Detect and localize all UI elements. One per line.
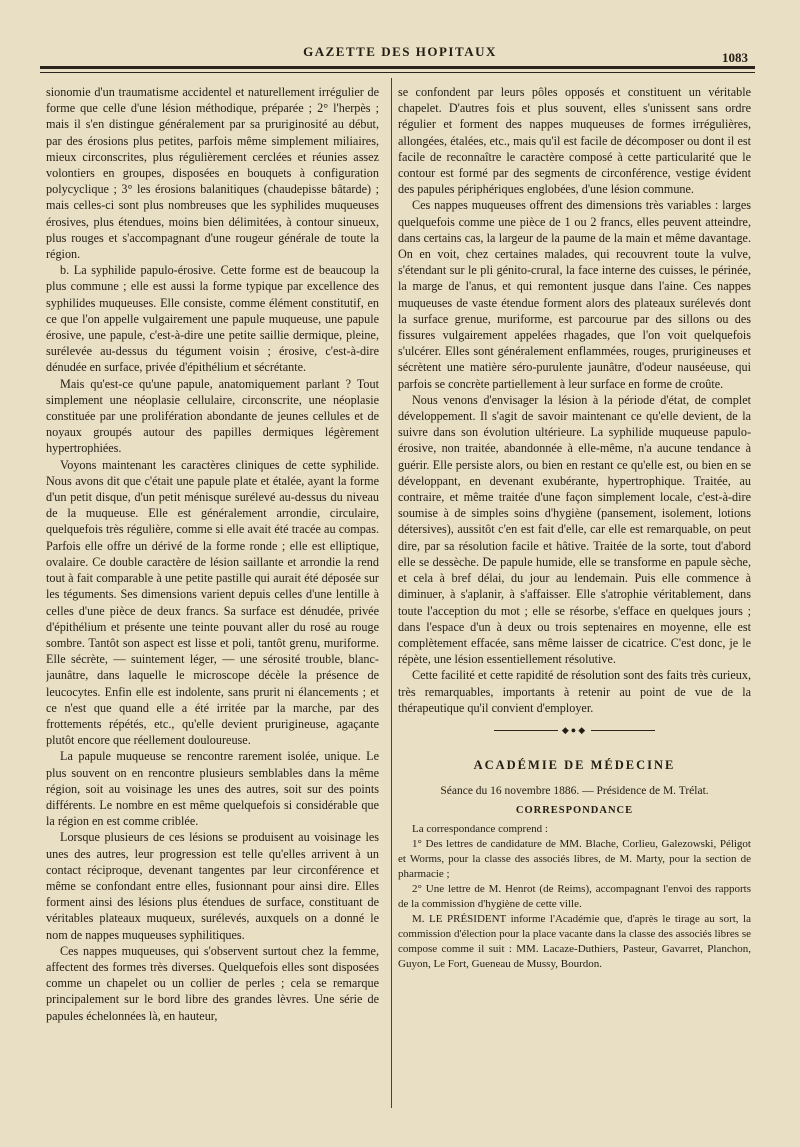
page-number: 1083 (722, 50, 748, 65)
paragraph: se confondent par leurs pôles opposés et constituent un véritable chapelet. D'autres fois et plus souvent, elles s'unissent sans ordre régulier et forment des nappes muqueuses de formes irrégulières, allongées, étalées, etc., mais qu'il est facile de décomposer ou dont il est facile de reconnaître le caractère composé à cette particularité que le contour est formé par des segments de circonférence, vestige évident des papules périphériques englobées, d'une lésion commune. (398, 85, 751, 197)
separator-ornament-icon: ◆●◆ (561, 725, 588, 736)
header-rule-thick (40, 66, 755, 69)
paragraph: Cette facilité et cette rapidité de résolution sont des faits très curieux, très remarquables, importants à retenir au point de vue de la thérapeutique qu'il convient d'employer. (398, 668, 751, 715)
right-column (398, 84, 751, 1124)
paragraph: sionomie d'un traumatisme accidentel et naturellement irrégulier de forme que celle d'une lésion méthodique, préparée ; 2° l'herpès ; mais il s'en distingue généralement par sa pruriginosité au début, par des érosions plus petites, parfois même simplement miliaires, mieux circonscrites, plus régulièrement cerclées et réunies assez volontiers en groupes, disposées en bouquets à configuration polycyclique ; 3° les érosions balanitiques (chaudepisse bâtarde) ; mais celles-ci sont plus nombreuses que les syphilides muqueuses érosives, plus étendues, moins bien délimitées, à contour sinueux, plus rouges et s'accompagnant d'une rougeur générale de toute la région. (46, 85, 379, 262)
paragraph: La correspondance comprend : (412, 822, 548, 835)
paragraph: Mais qu'est-ce qu'une papule, anatomiquement parlant ? Tout simplement une néoplasie cellulaire, circonscrite, une néoplasie constituée par une prolifération abondante de jeunes cellules et de noyaux groupés autour des papilles dermiques légèrement hypertrophiées. (46, 376, 379, 456)
paragraph: Lorsque plusieurs de ces lésions se produisent au voisinage les unes des autres, leur progression est telle qu'elles arrivent à un contact réciproque, devenant tangentes par leur circonférence et même se confondant entre elles, fusionnant pour ainsi dire. Elles forment ainsi des lésions plus étendues de surface, constituant de véritables plateaux muqueux, surélevés, auxquels on a donné le nom de nappes muqueuses syphilitiques. (46, 830, 379, 942)
subsection-heading: CORRESPONDANCE (515, 804, 634, 816)
journal-title: GAZETTE DES HOPITAUX (303, 44, 497, 59)
separator-line (494, 730, 558, 731)
left-column (46, 84, 379, 1124)
paragraph: b. La syphilide papulo-érosive. Cette forme est de beaucoup la plus commune ; elle est aussi la forme typique par excellence des syphilides muqueuses. Elle consiste, comme élément constitutif, en ce que l'on appelle vulgairement une papule muqueuse, une papule érosive, une papule, c'est-à-dire une petite saillie dermique, pleine, surélevée au-dessus du tégument voisin ; érosive, c'est-à-dire dénudée en surface, privée d'épithélium et sécrétante. (46, 263, 379, 375)
paragraph: 1° Des lettres de candidature de MM. Blache, Corlieu, Galezowski, Péligot et Worms, pour la classe des associés libres, de M. Marty, pour la section de pharmacie ; (398, 837, 751, 880)
section-title: ACADÉMIE DE MÉDECINE (473, 757, 676, 772)
paragraph: Ces nappes muqueuses offrent des dimensions très variables : larges quelquefois comme une pièce de 1 ou 2 francs, elles peuvent atteindre, dans certains cas, la largeur de la paume de la main et même davantage. On en voit, chez certaines malades, qui recouvrent toute la vulve, s'étendant sur le pli génito-crural, la face interne des cuisses, le périnée, la marge de l'anus, et qui remontent jusque dans l'aine. Ces nappes muqueuses de vaste étendue forment alors des plateaux surélevés dont la surface grenue, muriforme, est parcourue par des sillons ou des fissures vulgairement appelées rhagades, que l'on voit quelquefois s'ulcérer. Elles sont généralement enflammées, rouges, prurigineuses et sécrètent une matière séro-purulente jaunâtre, d'odeur nauséeuse, qui parfois se concrète partiellement à leur surface en forme de croûte. (398, 198, 751, 391)
paragraph: M. LE PRÉSIDENT informe l'Académie que, d'après le tirage au sort, la commission d'élection pour la place vacante dans la classe des associés libres se compose comme il suit : MM. Lacaze-Duthiers, Pasteur, Gavarret, Planchon, Guyon, Le Fort, Gueneau de Mussy, Bourdon. (398, 912, 751, 970)
paragraph: 2° Une lettre de M. Henrot (de Reims), accompagnant l'envoi des rapports de la commission d'hygiène de cette ville. (398, 882, 751, 910)
session-line: Séance du 16 novembre 1886. — Présidence de M. Trélat. (440, 784, 709, 797)
paragraph: Voyons maintenant les caractères cliniques de cette syphilide. Nous avons dit que c'était une papule plate et étalée, ayant la forme d'un petit disque, d'un petit ménisque surélevé au-dessus du niveau de la muqueuse. Elle est généralement arrondie, circulaire, quelquefois très régulière, comme si elle avait été tracée au compas. Parfois elle offre un dérivé de la forme ronde ; elle est elliptique, ovalaire. Ce double caractère de lésion saillante et arrondie la rend tout à fait comparable à une petite pastille qui aurait été déposée sur les téguments. Ses dimensions varient depuis celles d'une lentille à celles d'une pièce de deux francs. Sa surface est dénudée, privée d'épithélium et présente une teinte pouvant aller du rosé au rouge sombre. Tantôt son aspect est lisse et poli, tantôt grenu, muriforme. Elle sécrète, — suintement léger, — une sérosité trouble, blanc-jaunâtre, dans laquelle le microscope décèle la présence de leucocytes. Enfin elle est indolente, sans prurit ni élancements ; et ce n'est que quand elle a été irritée par la marche, par des frottements répétés, etc., qu'elle devient prurigineuse, agaçante plutôt encore que réellement douloureuse. (46, 457, 379, 748)
paragraph: La papule muqueuse se rencontre rarement isolée, unique. Le plus souvent on en rencontre plusieurs semblables dans la même région, soit au voisinage les unes des autres, soit sur des points différents. Le nombre en est même quelquefois si considérable que la région en est comme criblée. (46, 749, 379, 829)
paragraph: Ces nappes muqueuses, qui s'observent surtout chez la femme, affectent des formes très diverses. Quelquefois elles sont disposées comme un chapelet ou un collier de perles ; cela se remarque principalement sur le bord libre des grandes lèvres. Une série de papules échelonnées là, en hauteur, (46, 943, 379, 1023)
section-separator (398, 726, 751, 736)
paragraph: Nous venons d'envisager la lésion à la période d'état, de complet développement. Il s'agit de savoir maintenant ce qu'elle devient, de la suivre dans son évolution ultérieure. La syphilide muqueuse papulo-érosive, non traitée, abandonnée à elle-même, n'a aucune tendance à guérir. Elle persiste alors, ou bien en restant ce qu'elle est, ou bien en se développant, en devenant exubérante, hypertrophique. Traitée, au contraire, et même traitée d'une façon simplement locale, c'est-à-dire soumise à de simples soins d'hygiène (pansement, isolement, lotions détersives), aussitôt c'en est fait d'elle, car elle est remarquable, on peut dire, par sa résolution facile et hâtive. Traitée de la sorte, tout d'abord elle se dessèche. De papule humide, elle se transforme en papule sèche, et cela à bref délai, du jour au lendemain. Puis elle commence à diminuer, à s'aplanir, à s'affaisser. Elle s'atrophie véritablement, dans toute l'acception du mot ; elle se résorbe, s'efface en quelques jours ; dans l'espace d'un à deux ou trois septenaires en moyenne, elle est complètement effacée, sans même laisser de cicatrice. C'est donc, je le répète, une lésion essentiellement résolutive. (398, 392, 751, 667)
separator-line (591, 730, 655, 731)
header-rule-thin (40, 72, 755, 73)
column-divider (391, 78, 392, 1108)
